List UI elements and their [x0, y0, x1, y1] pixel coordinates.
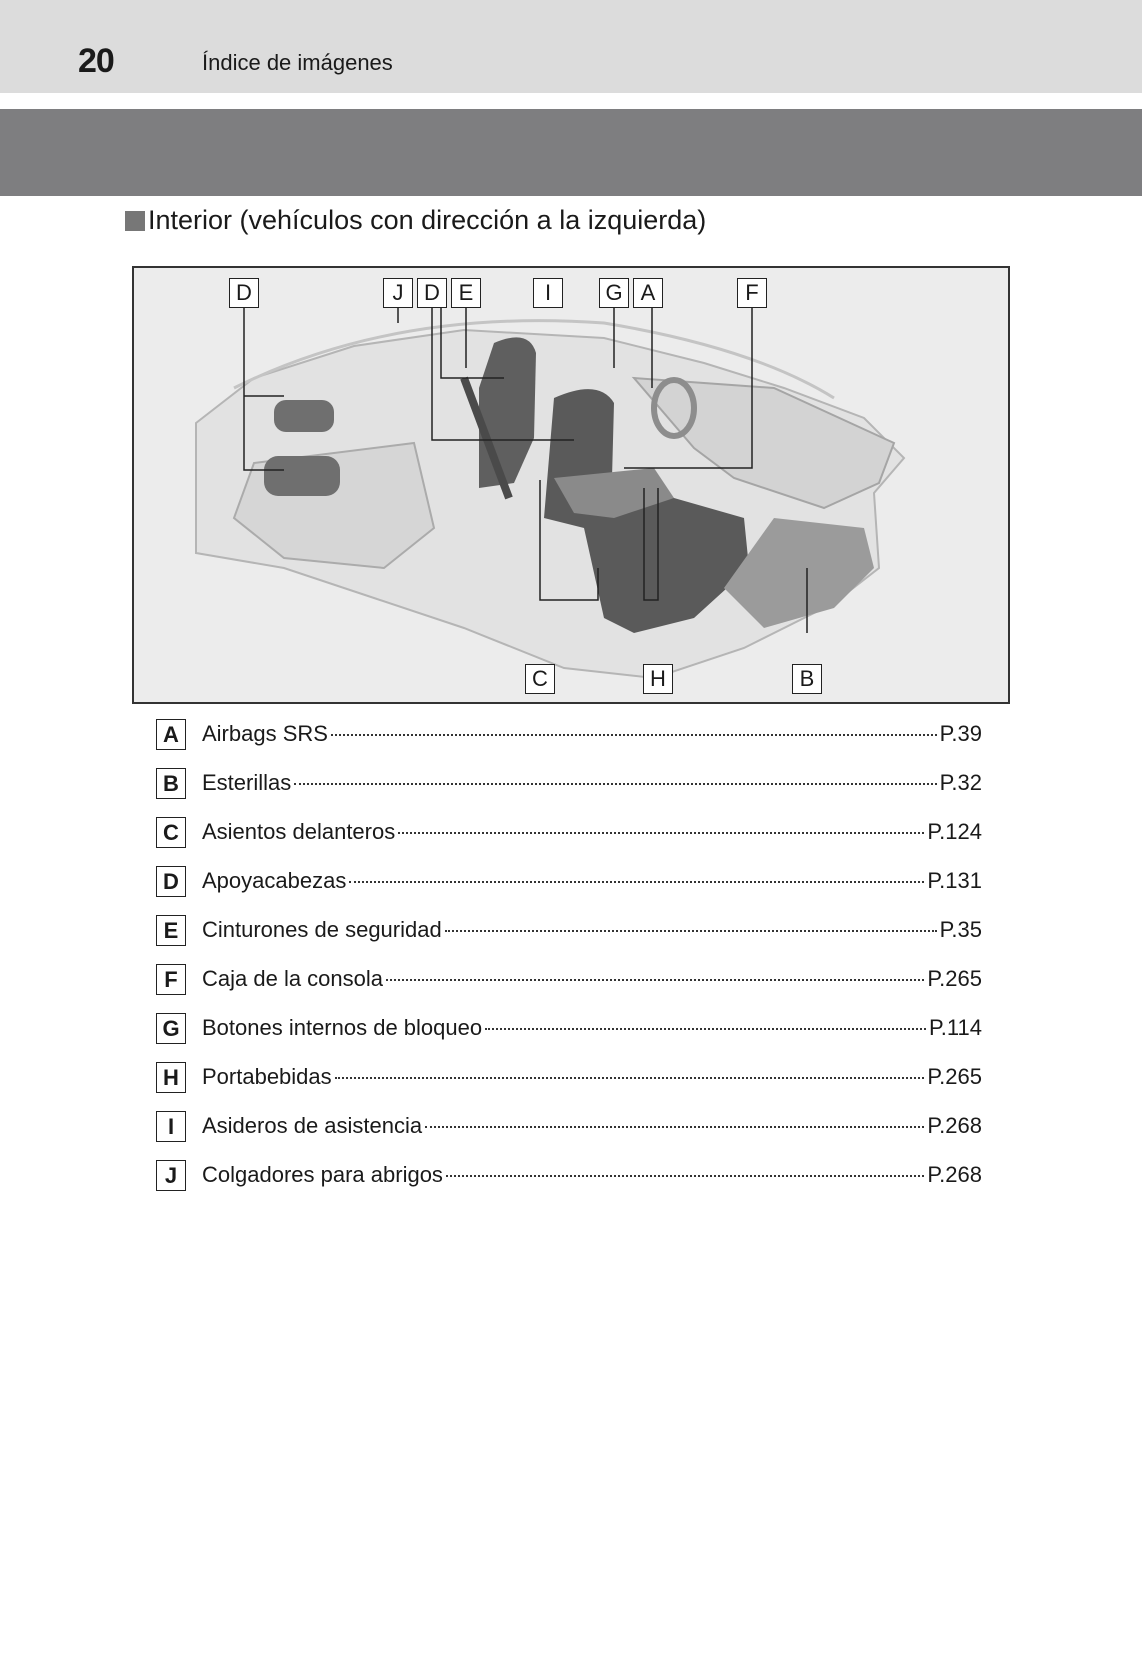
callout-b: B: [792, 664, 822, 694]
legend-item: [156, 817, 982, 866]
legend-item: [156, 866, 982, 915]
legend-letter-badge: G: [156, 1013, 186, 1044]
legend-label: Airbags SRS: [202, 721, 328, 746]
header-title: Índice de imágenes: [202, 50, 393, 75]
legend-label: Colgadores para abrigos: [202, 1162, 443, 1187]
legend-page-ref: P.131: [927, 868, 982, 893]
dot-leader: [294, 783, 936, 785]
legend-item: [156, 1013, 982, 1062]
legend-item: [156, 768, 982, 817]
page-number: 20: [78, 42, 114, 80]
dot-leader: [485, 1028, 926, 1030]
legend-letter-badge: H: [156, 1062, 186, 1093]
legend-label: Esterillas: [202, 770, 292, 795]
rear-headrest-upper: [274, 400, 334, 432]
interior-illustration: [132, 266, 1010, 704]
section-heading: [125, 205, 706, 236]
legend-page-ref: P.268: [927, 1113, 982, 1138]
dot-leader: [425, 1126, 924, 1128]
dot-leader: [445, 930, 937, 932]
callout-h: H: [643, 664, 673, 694]
callout-i: I: [533, 278, 563, 308]
legend-letter-badge: J: [156, 1160, 186, 1191]
legend-item: [156, 719, 982, 768]
legend-item: [156, 1111, 982, 1160]
legend-label: Cinturones de seguridad: [202, 917, 442, 942]
callout-f: F: [737, 278, 767, 308]
legend-page-ref: P.124: [927, 819, 982, 844]
legend-page-ref: P.114: [928, 1015, 982, 1040]
legend-label: Caja de la consola: [202, 966, 384, 991]
legend-label: Portabebidas: [202, 1064, 332, 1089]
callout-j: J: [383, 278, 413, 308]
interior-drawing: [134, 268, 1010, 704]
legend-letter-badge: D: [156, 866, 186, 897]
legend-letter-badge: C: [156, 817, 186, 848]
legend-page-ref: P.265: [927, 966, 982, 991]
legend-letter-badge: B: [156, 768, 186, 799]
legend-page-ref: P.39: [939, 721, 982, 746]
legend-item: [156, 1160, 982, 1209]
legend-label: Botones internos de bloqueo: [202, 1015, 483, 1040]
dot-leader: [335, 1077, 925, 1079]
legend-item: [156, 1062, 982, 1111]
legend-letter-badge: I: [156, 1111, 186, 1142]
legend-label: Apoyacabezas: [202, 868, 347, 893]
legend-list: [156, 719, 982, 1209]
callout-d-center: D: [417, 278, 447, 308]
callout-a: A: [633, 278, 663, 308]
legend-label: Asideros de asistencia: [202, 1113, 423, 1138]
callout-c: C: [525, 664, 555, 694]
dot-leader: [398, 832, 924, 834]
legend-label: Asientos delanteros: [202, 819, 396, 844]
legend-letter-badge: A: [156, 719, 186, 750]
legend-letter-badge: F: [156, 964, 186, 995]
legend-letter-badge: E: [156, 915, 186, 946]
callout-g: G: [599, 278, 629, 308]
callout-d-left: D: [229, 278, 259, 308]
dot-leader: [349, 881, 924, 883]
legend-page-ref: P.268: [927, 1162, 982, 1187]
legend-page-ref: P.35: [939, 917, 982, 942]
legend-item: [156, 964, 982, 1013]
rear-headrest-lower: [264, 456, 340, 496]
legend-page-ref: P.265: [927, 1064, 982, 1089]
header-band: [0, 0, 1142, 93]
dot-leader: [331, 734, 937, 736]
legend-page-ref: P.32: [939, 770, 982, 795]
callout-e: E: [451, 278, 481, 308]
dot-leader: [386, 979, 924, 981]
section-band: [0, 109, 1142, 196]
heading-square-icon: [125, 211, 145, 231]
dot-leader: [446, 1175, 924, 1177]
legend-item: [156, 915, 982, 964]
section-heading-text: Interior (vehículos con dirección a la izquierda): [148, 205, 707, 235]
